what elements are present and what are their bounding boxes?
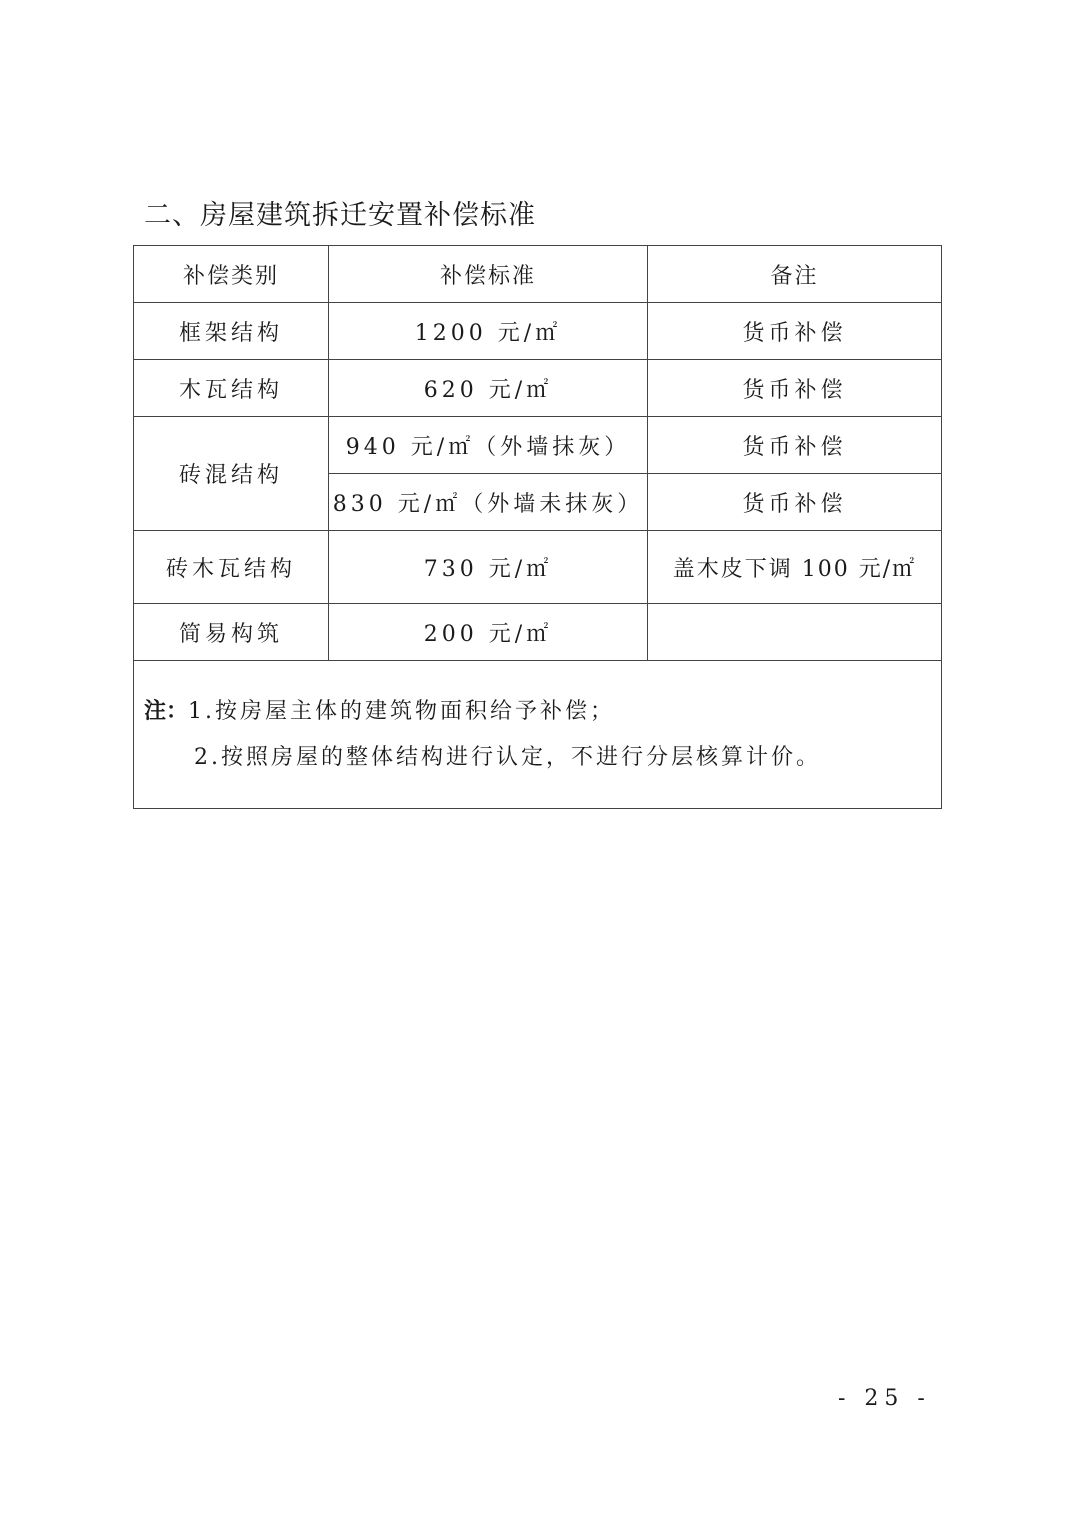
row-standard: 200 元/㎡	[329, 604, 648, 661]
row-remark: 货币补偿	[648, 417, 942, 474]
row-remark	[648, 604, 942, 661]
row-remark: 货币补偿	[648, 474, 942, 531]
row-remark: 货币补偿	[648, 303, 942, 360]
row-category: 框架结构	[134, 303, 329, 360]
note-line-1: 1.按房屋主体的建筑物面积给予补偿；	[188, 698, 616, 724]
row-standard: 830 元/㎡（外墙未抹灰）	[329, 474, 648, 531]
row-standard: 730 元/㎡	[329, 531, 648, 604]
table-row	[134, 303, 942, 360]
section-title: 二、房屋建筑拆迁安置补偿标准	[144, 200, 536, 231]
header-standard: 补偿标准	[329, 246, 648, 303]
table-row	[134, 417, 942, 474]
row-category: 砖混结构	[134, 417, 329, 531]
row-remark: 盖木皮下调 100 元/㎡	[648, 531, 942, 604]
row-category: 简易构筑	[134, 604, 329, 661]
page-number: - 25 -	[838, 1386, 931, 1411]
table-row	[134, 531, 942, 604]
row-category: 砖木瓦结构	[134, 531, 329, 604]
row-remark: 货币补偿	[648, 360, 942, 417]
table-note-row	[134, 661, 942, 809]
table-note	[134, 661, 942, 809]
table-header-row	[134, 246, 942, 303]
row-category: 木瓦结构	[134, 360, 329, 417]
header-remark: 备注	[648, 246, 942, 303]
row-standard: 940 元/㎡（外墙抹灰）	[329, 417, 648, 474]
table-row	[134, 604, 942, 661]
row-standard: 1200 元/㎡	[329, 303, 648, 360]
header-category: 补偿类别	[134, 246, 329, 303]
row-standard: 620 元/㎡	[329, 360, 648, 417]
note-lead: 注：	[144, 698, 189, 724]
table-row	[134, 360, 942, 417]
compensation-table	[133, 245, 942, 809]
note-line-2: 2.按照房屋的整体结构进行认定，不进行分层核算计价。	[194, 744, 821, 770]
